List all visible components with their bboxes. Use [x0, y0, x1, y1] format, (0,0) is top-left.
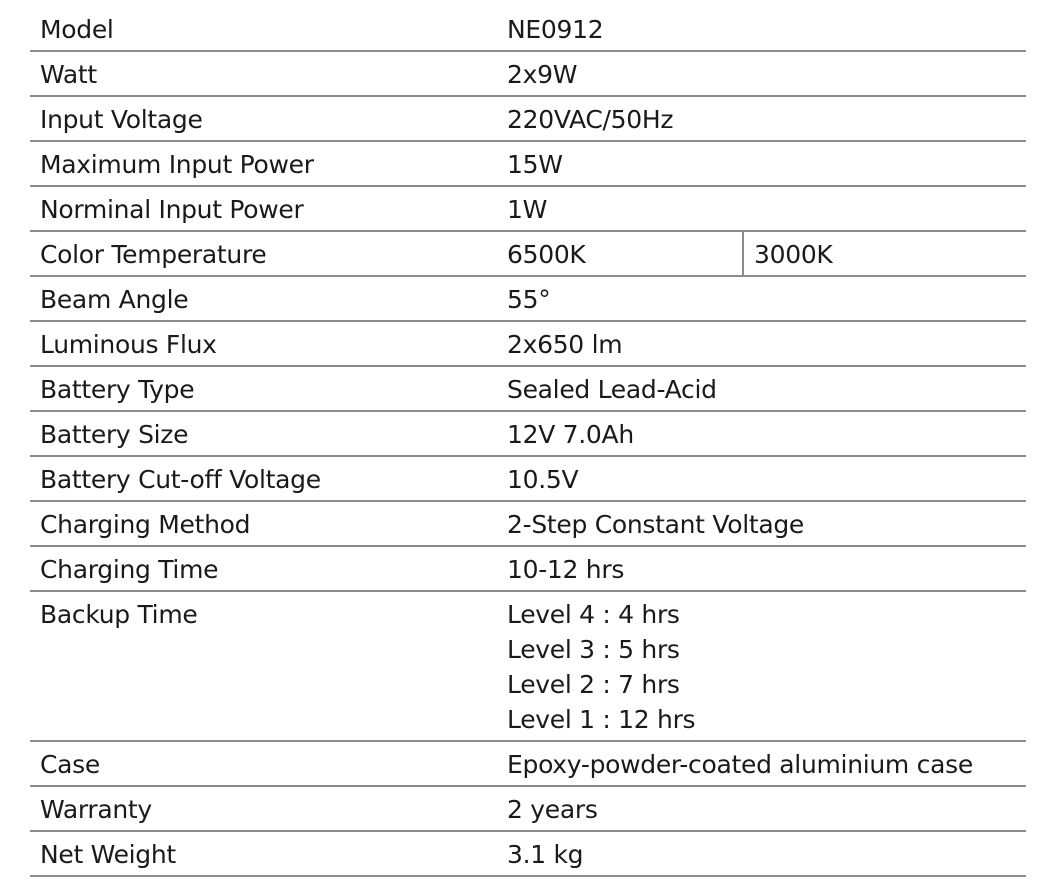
- spec-value: 2x9W: [497, 51, 1026, 96]
- spec-label: Battery Size: [30, 411, 497, 456]
- spec-label: Model: [30, 8, 497, 51]
- spec-value: 2-Step Constant Voltage: [497, 501, 1026, 546]
- table-row: [30, 411, 1026, 456]
- spec-value: 2x650 lm: [497, 321, 1026, 366]
- spec-value: 55°: [497, 276, 1026, 321]
- table-row: [30, 831, 1026, 876]
- table-row: [30, 8, 1026, 51]
- backup-level-1: Level 1 : 12 hrs: [507, 705, 696, 734]
- spec-label: Charging Time: [30, 546, 497, 591]
- spec-value-multiline: [497, 591, 1026, 741]
- spec-label: Backup Time: [30, 591, 497, 741]
- spec-value: 220VAC/50Hz: [497, 96, 1026, 141]
- table-row: [30, 546, 1026, 591]
- table-row: [30, 231, 1026, 276]
- spec-value: 2 years: [497, 786, 1026, 831]
- spec-label: Warranty: [30, 786, 497, 831]
- spec-value: NE0912: [497, 8, 1026, 51]
- table-row: [30, 186, 1026, 231]
- spec-label: Charging Method: [30, 501, 497, 546]
- spec-label: Battery Cut-off Voltage: [30, 456, 497, 501]
- table-row: [30, 591, 1026, 741]
- spec-value-warm: 3000K: [743, 231, 1026, 276]
- spec-value: 12V 7.0Ah: [497, 411, 1026, 456]
- backup-level-4: Level 4 : 4 hrs: [507, 600, 680, 629]
- spec-value: 3.1 kg: [497, 831, 1026, 876]
- spec-label: Case: [30, 741, 497, 786]
- table-row: [30, 366, 1026, 411]
- spec-label: Watt: [30, 51, 497, 96]
- spec-label: Norminal Input Power: [30, 186, 497, 231]
- spec-value: 10.5V: [497, 456, 1026, 501]
- spec-label: Battery Type: [30, 366, 497, 411]
- table-row: [30, 321, 1026, 366]
- table-row: [30, 276, 1026, 321]
- spec-label: Input Voltage: [30, 96, 497, 141]
- table-row: [30, 96, 1026, 141]
- spec-label: Color Temperature: [30, 231, 497, 276]
- table-row: [30, 51, 1026, 96]
- spec-label: Net Weight: [30, 831, 497, 876]
- spec-value: 15W: [497, 141, 1026, 186]
- spec-value-cool: 6500K: [497, 231, 743, 276]
- spec-label: Beam Angle: [30, 276, 497, 321]
- backup-level-2: Level 2 : 7 hrs: [507, 670, 680, 699]
- spec-value: 1W: [497, 186, 1026, 231]
- table-row: [30, 501, 1026, 546]
- table-row: [30, 786, 1026, 831]
- spec-value: 10-12 hrs: [497, 546, 1026, 591]
- table-row: [30, 456, 1026, 501]
- table-row: [30, 141, 1026, 186]
- spec-value: Sealed Lead-Acid: [497, 366, 1026, 411]
- spec-label: Maximum Input Power: [30, 141, 497, 186]
- table-row: [30, 741, 1026, 786]
- backup-level-3: Level 3 : 5 hrs: [507, 635, 680, 664]
- spec-label: Luminous Flux: [30, 321, 497, 366]
- spec-value: Epoxy-powder-coated aluminium case: [497, 741, 1026, 786]
- spec-table: [30, 8, 1026, 877]
